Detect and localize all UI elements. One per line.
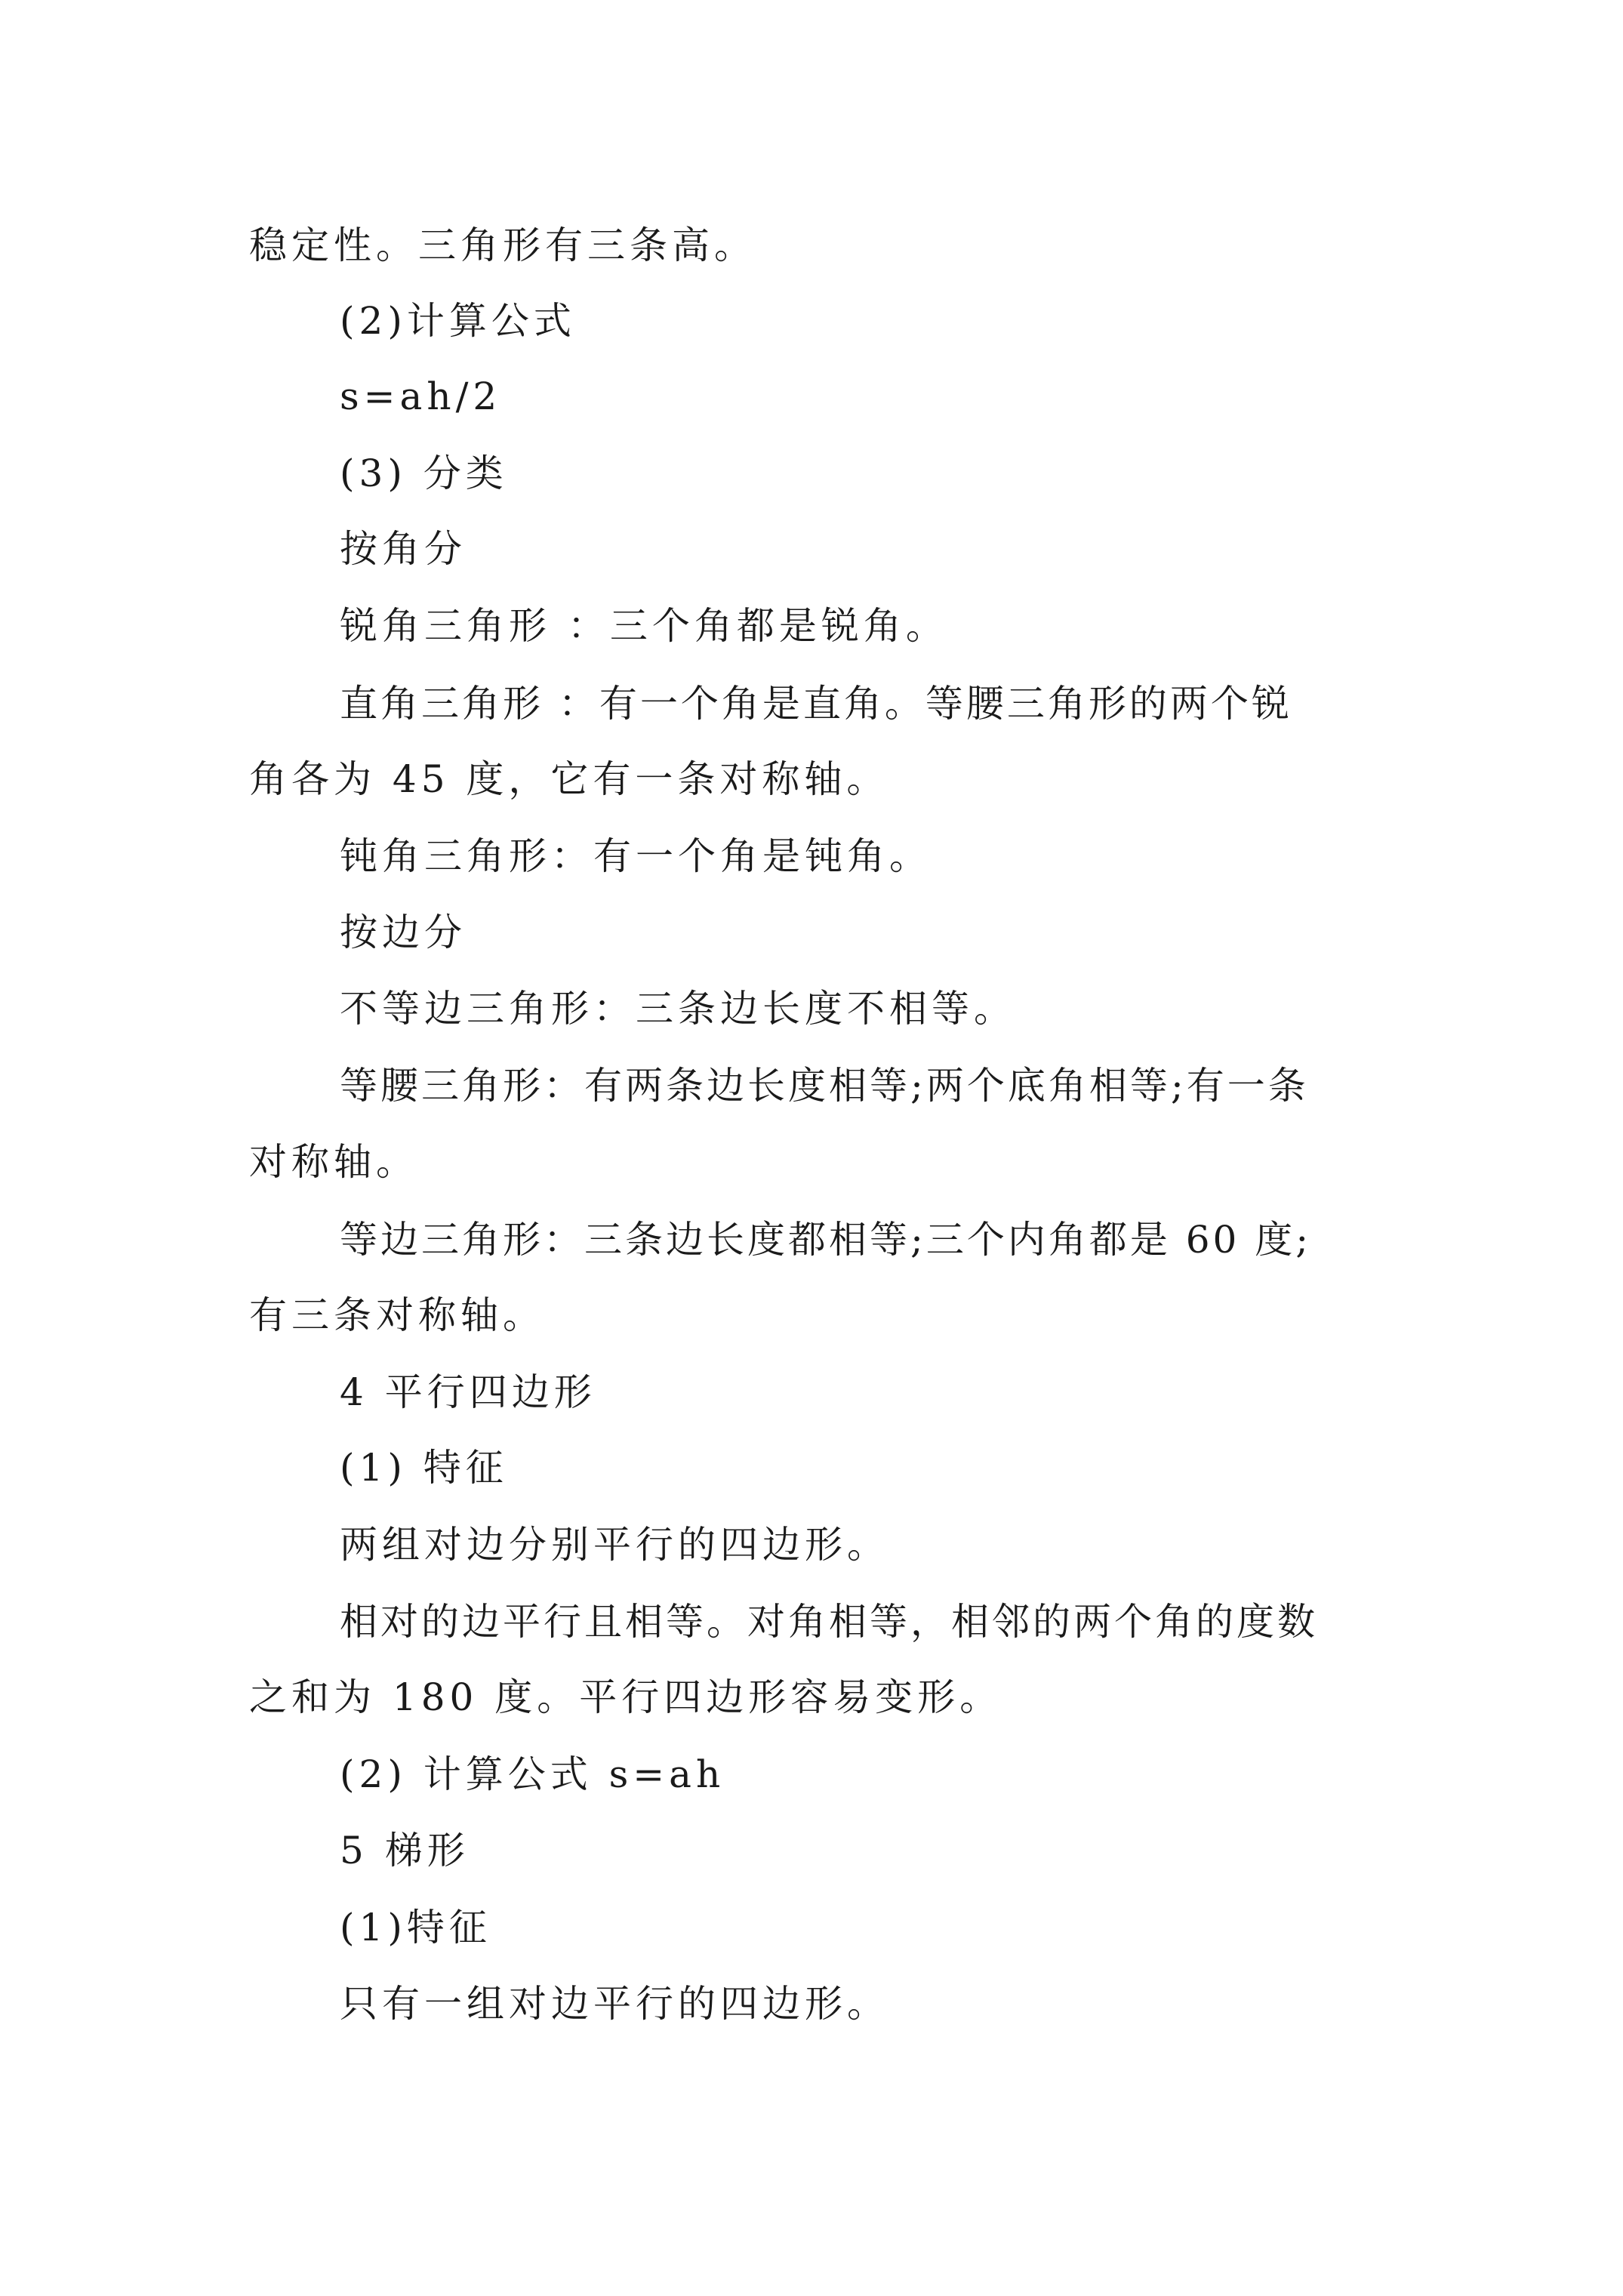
- text-line: 角各为 45 度，它有一条对称轴。: [249, 757, 889, 801]
- text-line: 有三条对称轴。: [249, 1293, 545, 1337]
- text-line: 直角三角形 ：有一个角是直角。等腰三角形的两个锐: [340, 682, 1292, 726]
- text-line: 对称轴。: [249, 1140, 418, 1184]
- text-line: 按角分: [340, 527, 467, 571]
- text-line: (2)计算公式: [340, 299, 576, 343]
- text-line: 钝角三角形：有一个角是钝角。: [340, 834, 932, 878]
- text-line: 锐角三角形 ：三个角都是锐角。: [340, 604, 948, 648]
- text-line: (3) 分类: [340, 451, 508, 495]
- text-line: 稳定性。三角形有三条高。: [249, 223, 756, 267]
- text-line: 4 平行四边形: [340, 1370, 596, 1414]
- text-line: 只有一组对边平行的四边形。: [340, 1982, 889, 2026]
- text-line: (1) 特征: [340, 1446, 508, 1490]
- text-line: (2) 计算公式 s=ah: [340, 1752, 725, 1796]
- text-line: (1)特征: [340, 1906, 491, 1949]
- text-line: 之和为 180 度。平行四边形容易变形。: [249, 1675, 1002, 1719]
- text-line: 相对的边平行且相等。对角相等，相邻的两个角的度数: [340, 1600, 1318, 1644]
- text-line: 等边三角形：三条边长度都相等;三个内角都是 60 度;: [340, 1218, 1312, 1262]
- text-line: s=ah/2: [340, 374, 502, 418]
- text-line: 两组对边分别平行的四边形。: [340, 1523, 889, 1567]
- text-line: 等腰三角形：有两条边长度相等;两个底角相等;有一条: [340, 1064, 1309, 1108]
- text-line: 5 梯形: [340, 1829, 470, 1872]
- text-line: 按边分: [340, 911, 467, 954]
- text-line: 不等边三角形：三条边长度不相等。: [340, 987, 1016, 1031]
